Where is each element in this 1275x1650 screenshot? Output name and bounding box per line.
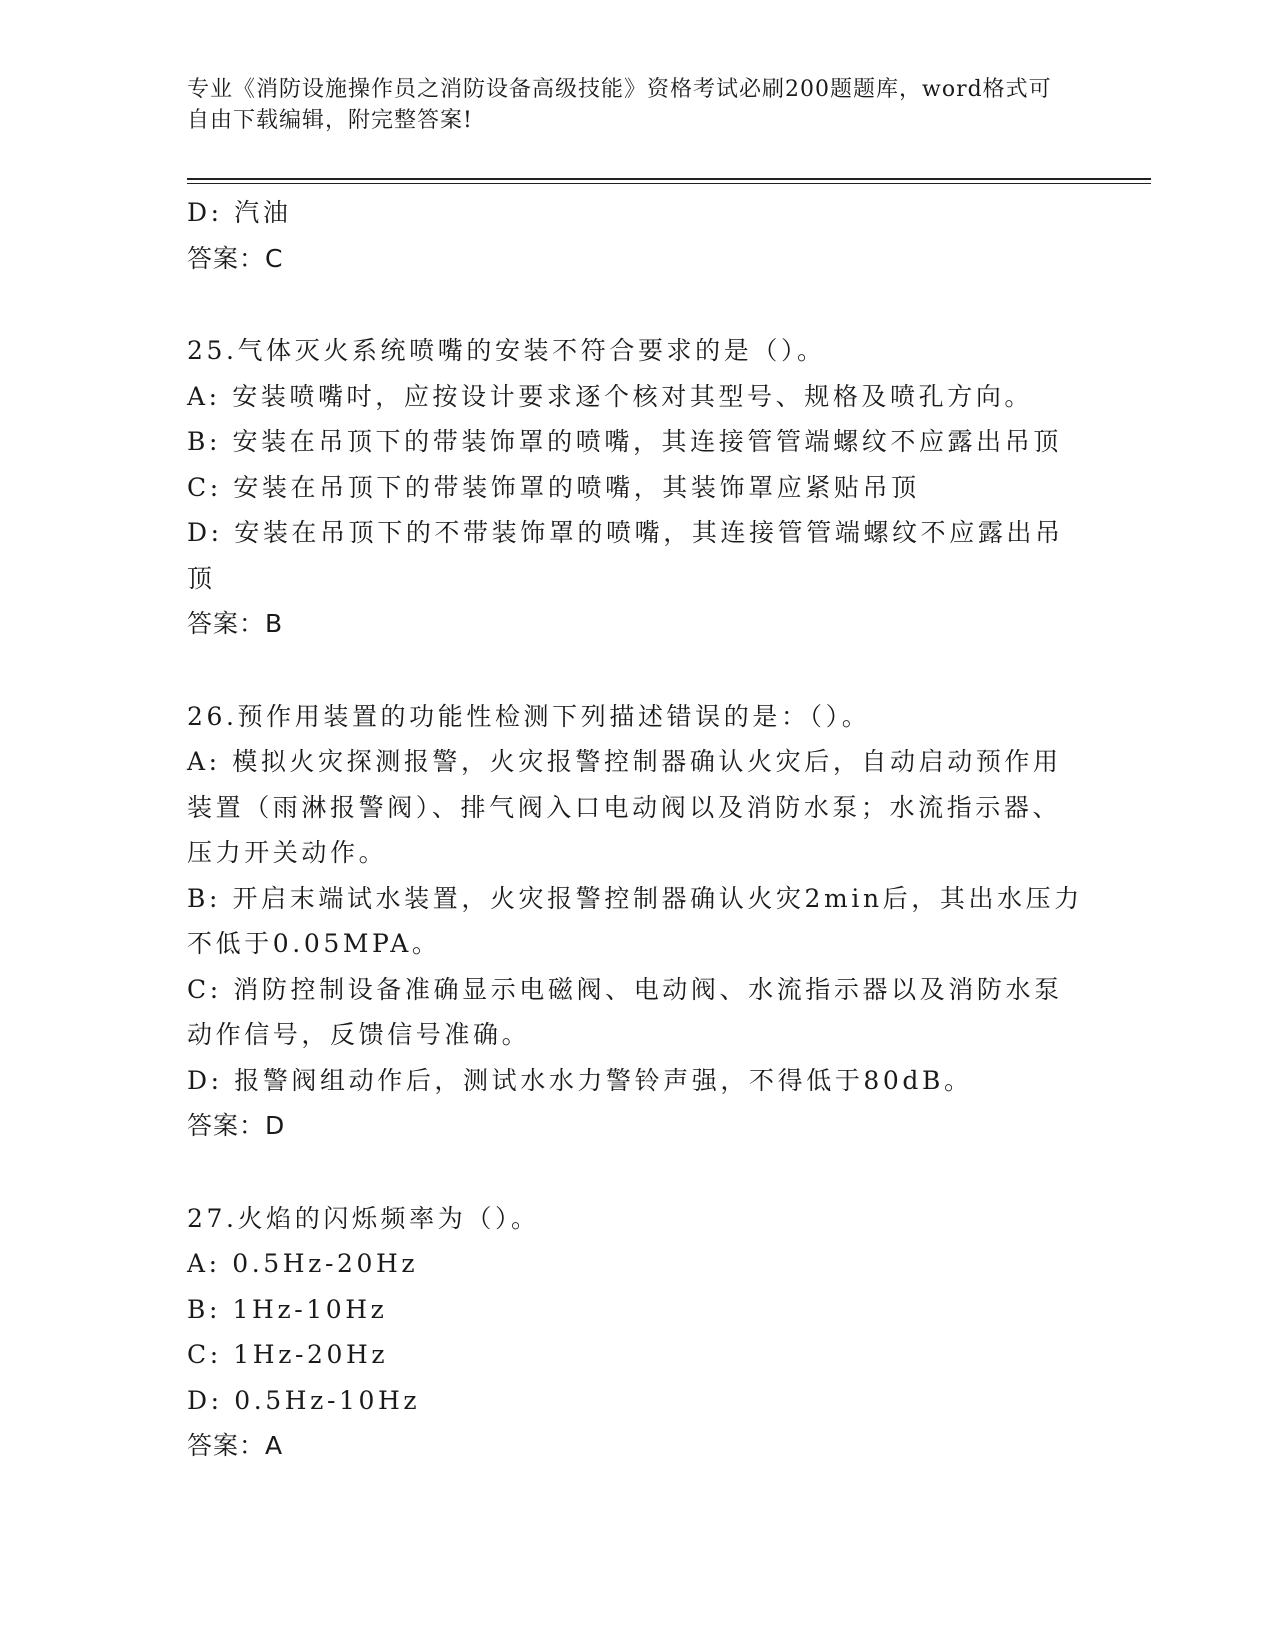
option-c: C: 消防控制设备准确显示电磁阀、电动阀、水流指示器以及消防水泵动作信号，反馈信号准确。 [187,974,1063,1049]
option-b: B: 1Hz-10Hz [187,1294,388,1324]
previous-question-tail [187,190,1087,281]
option-a: A: 模拟火灾探测报警，火灾报警控制器确认火灾后，自动启动预作用装置（雨淋报警阀）、排气阀入口电动阀以及消防水泵；水流指示器、压力开关动作。 [187,747,1062,867]
question-stem: 26.预作用装置的功能性检测下列描述错误的是：（）。 [187,701,871,731]
option-d: D: 汽油 [187,198,292,227]
option-b: B: 开启末端试水装置，火灾报警控制器确认火灾2min后，其出水压力不低于0.05MPA。 [187,883,1083,958]
option-d: D: 安装在吊顶下的不带装饰罩的喷嘴，其连接管管端螺纹不应露出吊顶 [187,518,1064,593]
option-d: D: 报警阀组动作后，测试水水力警铃声强，不得低于80dB。 [187,1065,973,1095]
answer-line: 答案：B [187,609,284,638]
question-stem: 25.气体灭火系统喷嘴的安装不符合要求的是（）。 [187,336,826,365]
option-c: C: 安装在吊顶下的带装饰罩的喷嘴，其装饰罩应紧贴吊顶 [187,472,920,502]
question-26 [187,694,1087,1149]
answer-line: 答案：C [187,243,284,273]
option-b: B: 安装在吊顶下的带装饰罩的喷嘴，其连接管管端螺纹不应露出吊顶 [187,427,1062,456]
answer-line: 答案：D [187,1111,286,1140]
spacer [187,1149,1087,1196]
option-c: C: 1Hz-20Hz [187,1340,389,1369]
option-d: D: 0.5Hz-10Hz [187,1385,421,1415]
option-a: A: 0.5Hz-20Hz [187,1249,419,1278]
header-rule-thin [187,183,1151,184]
question-stem: 27.火焰的闪烁频率为（）。 [187,1203,540,1233]
question-27 [187,1196,1087,1469]
question-25 [187,328,1087,647]
page-header: 专业《消防设施操作员之消防设备高级技能》资格考试必刷200题题库，word格式可自由下载编辑，附完整答案! [187,77,1052,133]
option-a: A: 安装喷嘴吋，应按设计要求逐个核对其型号、规格及喷孔方向。 [187,381,1034,411]
answer-line: 答案：A [187,1431,284,1460]
spacer [187,281,1087,328]
question-content [187,190,1087,1469]
spacer [187,647,1087,694]
header-rule-thick [187,178,1151,180]
